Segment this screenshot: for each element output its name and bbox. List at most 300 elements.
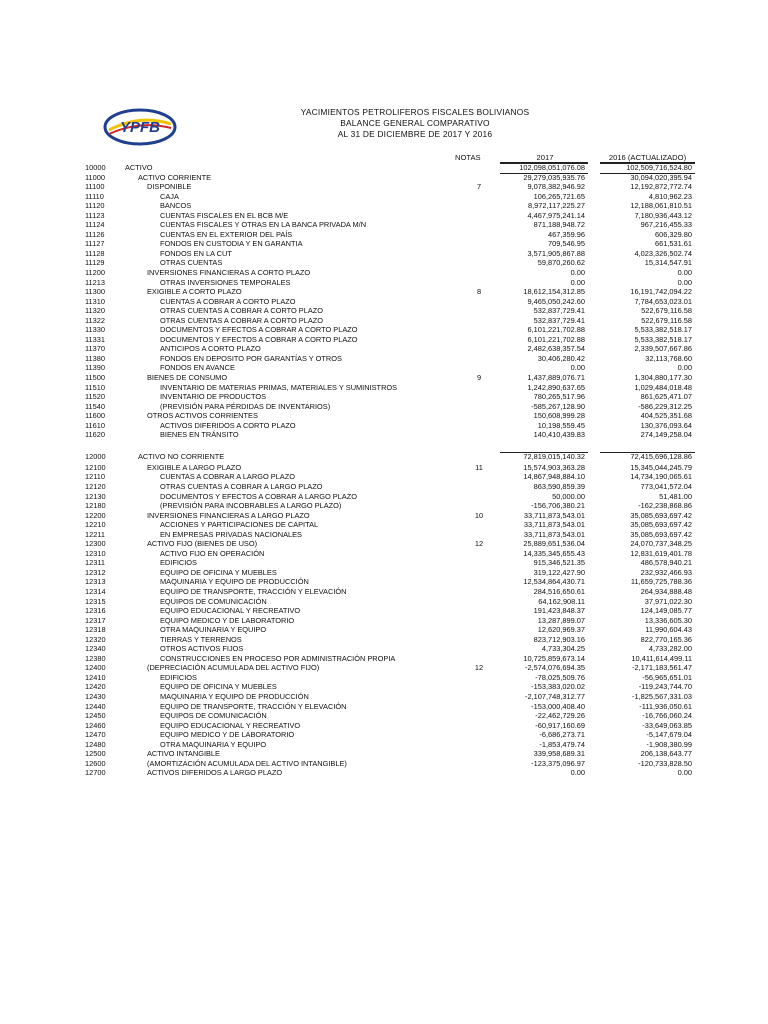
table-row (0, 568, 768, 578)
table-row (0, 192, 768, 202)
value-2017: 6,101,221,702.88 (527, 325, 585, 335)
account-label: BIENES DE CONSUMO (147, 373, 228, 383)
value-2016: 0.00 (677, 277, 692, 287)
account-label: (DEPRECIACIÓN ACUMULADA DEL ACTIVO FIJO) (147, 663, 320, 673)
account-label: BIENES EN TRÁNSITO (160, 430, 239, 440)
value-2017: 59,870,260.62 (537, 258, 585, 268)
value-2016: 10,411,614,499.11 (631, 653, 692, 663)
note-ref: 8 (476, 287, 482, 297)
account-label: ACTIVO NO CORRIENTE (138, 451, 225, 461)
value-2016: 32,113,768.60 (645, 353, 692, 363)
account-label: EQUIPOS DE COMUNICACIÓN (160, 596, 267, 606)
account-label: ACTIVOS DIFERIDOS A LARGO PLAZO (147, 768, 283, 778)
value-2017: -156,706,380.21 (531, 501, 585, 511)
value-2017: 0.00 (570, 277, 585, 287)
account-code: 11600 (85, 411, 106, 421)
account-code: 11510 (85, 382, 106, 392)
account-label: ACTIVO FIJO EN OPERACIÓN (160, 548, 265, 558)
report-header (240, 107, 590, 140)
value-2017: 14,335,345,655.43 (523, 548, 585, 558)
value-2016: 124,149,085.77 (640, 606, 692, 616)
value-2017: 284,516,650.61 (533, 586, 585, 596)
table-row (0, 373, 768, 383)
table-row (0, 682, 768, 692)
account-code: 11620 (85, 430, 106, 440)
account-code: 12320 (85, 634, 106, 644)
account-code: 12380 (85, 653, 106, 663)
table-row (0, 363, 768, 373)
value-2016: -119,243,744.70 (638, 682, 692, 692)
account-code: 12315 (85, 596, 106, 606)
account-label: ANTICIPOS A CORTO PLAZO (160, 344, 261, 354)
value-2016: 661,531.61 (655, 239, 692, 249)
value-2017: 50,000.00 (552, 491, 585, 501)
account-label: INVERSIONES FINANCIERAS A CORTO PLAZO (147, 268, 311, 278)
value-2017: 150,608,999.28 (533, 411, 585, 421)
value-2016: 1,304,880,177.30 (634, 373, 692, 383)
account-label: FONDOS EN LA CUT (160, 248, 232, 258)
value-2016: 35,085,693,697.42 (630, 529, 692, 539)
account-label: EQUIPO MEDICO Y DE LABORATORIO (160, 730, 295, 740)
value-2017: 106,265,721.65 (533, 191, 585, 201)
value-2016: 15,314,547.91 (644, 258, 692, 268)
account-label: ACTIVOS DIFERIDOS A CORTO PLAZO (160, 420, 296, 430)
account-code: 12600 (85, 758, 106, 768)
value-2016: 13,336,605.30 (644, 615, 692, 625)
table-row (0, 616, 768, 626)
account-label: EQUIPOS DE COMUNICACIÓN (160, 711, 267, 721)
value-2017: 29,279,035,935.76 (523, 172, 585, 182)
note-ref: 12 (474, 539, 484, 549)
account-label: CUENTAS A COBRAR A LARGO PLAZO (160, 472, 295, 482)
report-title: BALANCE GENERAL COMPARATIVO (340, 118, 490, 128)
value-2017: 8,972,117,225.27 (528, 201, 585, 211)
account-code: 11128 (85, 248, 105, 258)
value-2016: 11,990,604.43 (645, 625, 692, 635)
table-row (0, 268, 768, 278)
table-row (0, 258, 768, 268)
value-2016: 24,070,737,348.25 (630, 539, 692, 549)
value-2017: 191,423,848.37 (533, 606, 585, 616)
value-2017: 915,346,521.35 (533, 558, 585, 568)
value-2017: 72,819,015,140.32 (523, 451, 585, 461)
account-code: 11380 (85, 353, 106, 363)
account-label: OTROS ACTIVOS CORRIENTES (147, 411, 258, 421)
account-code: 12300 (85, 539, 106, 549)
account-label: CAJA (160, 191, 179, 201)
value-2017: 339,958,689.31 (533, 749, 585, 759)
value-2016: 206,138,643.77 (640, 749, 692, 759)
account-label: CUENTAS EN EL EXTERIOR DEL PAÍS (160, 229, 293, 239)
account-code: 12450 (85, 711, 106, 721)
account-label: CUENTAS FISCALES EN EL BCB M/E (160, 210, 289, 220)
balance-table (0, 163, 768, 778)
value-2016: -120,733,828.50 (638, 758, 692, 768)
account-label: EQUIPO EDUCACIONAL Y RECREATIVO (160, 606, 301, 616)
account-code: 12340 (85, 644, 106, 654)
account-code: 12110 (85, 472, 106, 482)
table-row (0, 759, 768, 769)
table-row (0, 306, 768, 316)
value-2017: 25,889,651,536.04 (523, 539, 585, 549)
account-label: EXIGIBLE A LARGO PLAZO (147, 462, 242, 472)
table-row (0, 402, 768, 412)
value-2017: -22,462,729.26 (535, 711, 585, 721)
table-row (0, 344, 768, 354)
account-code: 12420 (85, 682, 106, 692)
account-label: OTRAS CUENTAS A COBRAR A CORTO PLAZO (160, 306, 324, 316)
value-2016: 522,679,116.58 (641, 306, 692, 316)
logo-text: YPFB (119, 119, 161, 136)
value-2017: 140,410,439.83 (533, 430, 585, 440)
table-row (0, 452, 768, 463)
value-2016: 4,810,962.23 (648, 191, 692, 201)
table-row (0, 721, 768, 731)
table-row (0, 711, 768, 721)
table-row (0, 163, 768, 173)
table-row (0, 430, 768, 440)
account-code: 12100 (85, 462, 106, 472)
value-2016: -16,766,060.24 (642, 711, 692, 721)
account-label: CONSTRUCCIONES EN PROCESO POR ADMINISTRACIÓN PROPIA (160, 653, 396, 663)
table-row (0, 249, 768, 259)
value-2017: 0.00 (570, 268, 585, 278)
account-code: 12400 (85, 663, 106, 673)
account-label: ACTIVO (125, 163, 153, 172)
account-code: 11520 (85, 392, 106, 402)
value-2016: 35,085,693,697.42 (630, 520, 692, 530)
account-code: 12211 (85, 529, 106, 539)
table-row (0, 606, 768, 616)
value-2016: 14,734,190,065.61 (630, 472, 692, 482)
value-2016: -1,825,567,331.03 (632, 691, 692, 701)
value-2016: 0.00 (677, 268, 692, 278)
account-label: DOCUMENTOS Y EFECTOS A COBRAR A CORTO PLAZO (160, 334, 358, 344)
account-label: INVERSIONES FINANCIERAS A LARGO PLAZO (147, 510, 310, 520)
account-code: 10000 (85, 163, 106, 172)
value-2016: 12,192,872,772.74 (630, 182, 692, 192)
account-label: INVENTARIO DE PRODUCTOS (160, 392, 267, 402)
value-2016: 232,932,466.93 (640, 567, 692, 577)
account-code: 11123 (85, 210, 105, 220)
value-2017: 1,242,890,637.65 (527, 382, 585, 392)
table-row (0, 472, 768, 482)
total-rule-2016 (600, 163, 695, 164)
value-2017: 2,482,638,357.54 (527, 344, 585, 354)
value-2017: -2,574,076,694.35 (525, 663, 585, 673)
table-row (0, 635, 768, 645)
total-rule-2017 (500, 452, 588, 453)
table-row (0, 702, 768, 712)
account-label: CUENTAS A COBRAR A CORTO PLAZO (160, 296, 296, 306)
table-row (0, 182, 768, 192)
account-label: EN EMPRESAS PRIVADAS NACIONALES (160, 529, 302, 539)
account-code: 11500 (85, 373, 106, 383)
account-code: 11126 (85, 229, 105, 239)
value-2017: 863,590,859.39 (533, 481, 585, 491)
table-row (0, 749, 768, 759)
account-code: 11390 (85, 363, 106, 373)
account-code: 12480 (85, 739, 106, 749)
account-code: 12310 (85, 548, 106, 558)
account-label: EXIGIBLE A CORTO PLAZO (147, 287, 242, 297)
account-label: CUENTAS FISCALES Y OTRAS EN LA BANCA PRIVADA M/N (160, 220, 367, 230)
value-2017: 10,198,559.45 (537, 420, 585, 430)
table-row (0, 211, 768, 221)
value-2016: 16,191,742,094.22 (630, 287, 692, 297)
value-2016: 2,339,507,667.86 (634, 344, 692, 354)
value-2017: 30,406,280.42 (537, 353, 585, 363)
account-label: OTRA MAQUINARIA Y EQUIPO (160, 739, 267, 749)
table-row (0, 730, 768, 740)
report-date: AL 31 DE DICIEMBRE DE 2017 Y 2016 (337, 129, 493, 139)
value-2017: -153,000,408.40 (531, 701, 585, 711)
value-2017: 467,359.96 (548, 229, 585, 239)
ypfb-logo (103, 108, 177, 146)
account-label: ACTIVO FIJO (BIENES DE USO) (147, 539, 258, 549)
table-row (0, 316, 768, 326)
value-2017: -60,917,160.69 (535, 720, 585, 730)
table-row (0, 663, 768, 673)
account-label: FONDOS EN DEPOSITO POR GARANTÍAS Y OTROS (160, 353, 342, 363)
account-label: EQUIPO DE OFICINA Y MUEBLES (160, 682, 277, 692)
table-row (0, 577, 768, 587)
account-code: 12120 (85, 481, 106, 491)
value-2016: 5,533,382,518.17 (634, 334, 692, 344)
value-2016: -1,908,380.99 (646, 739, 692, 749)
value-2016: 967,216,455.33 (640, 220, 692, 230)
value-2017: 9,465,050,242.60 (527, 296, 585, 306)
value-2016: 773,041,572.04 (640, 481, 692, 491)
note-ref: 7 (476, 182, 482, 192)
account-code: 12470 (85, 730, 106, 740)
account-label: ACCIONES Y PARTICIPACIONES DE CAPITAL (160, 520, 319, 530)
value-2016: 4,023,326,502.74 (634, 248, 692, 258)
account-label: OTRAS CUENTAS A COBRAR A CORTO PLAZO (160, 315, 324, 325)
account-code: 11129 (85, 258, 105, 268)
account-code: 12700 (85, 768, 106, 778)
table-row (0, 239, 768, 249)
value-2016: 12,188,061,810.51 (630, 201, 692, 211)
value-2017: 780,265,517.96 (533, 392, 585, 402)
table-row (0, 558, 768, 568)
account-label: EQUIPO MEDICO Y DE LABORATORIO (160, 615, 295, 625)
table-row (0, 549, 768, 559)
table-row (0, 383, 768, 393)
table-row (0, 673, 768, 683)
total-rule-2017 (500, 163, 588, 164)
account-code: 12316 (85, 606, 106, 616)
value-2016: 522,679,116.58 (641, 315, 692, 325)
table-row (0, 278, 768, 288)
table-row (0, 220, 768, 230)
value-2016: -2,171,183,561.47 (632, 663, 692, 673)
value-2017: 12,620,969.37 (537, 625, 585, 635)
account-label: OTRAS INVERSIONES TEMPORALES (160, 277, 291, 287)
value-2016: 37,971,022.30 (644, 596, 692, 606)
table-row (0, 297, 768, 307)
column-header-2017: 2017 (536, 153, 554, 162)
value-2016: -5,147,679.04 (646, 730, 692, 740)
value-2016: -56,965,651.01 (642, 672, 692, 682)
value-2016: 51,481.00 (659, 491, 692, 501)
account-label: EQUIPO DE OFICINA Y MUEBLES (160, 567, 277, 577)
account-code: 11330 (85, 325, 106, 335)
value-2016: 11,659,725,788.36 (630, 577, 692, 587)
account-code: 12313 (85, 577, 106, 587)
account-code: 12500 (85, 749, 106, 759)
table-row (0, 173, 768, 183)
value-2016: 0.00 (677, 363, 692, 373)
account-code: 12440 (85, 701, 106, 711)
account-label: DOCUMENTOS Y EFECTOS A COBRAR A CORTO PLAZO (160, 325, 358, 335)
account-label: OTRA MAQUINARIA Y EQUIPO (160, 625, 267, 635)
value-2017: 14,867,948,884.10 (523, 472, 585, 482)
account-code: 12317 (85, 615, 106, 625)
table-row (0, 421, 768, 431)
account-label: OTRAS CUENTAS (160, 258, 223, 268)
table-row (0, 625, 768, 635)
table-row (0, 492, 768, 502)
table-row (0, 354, 768, 364)
account-label: EDIFICIOS (160, 558, 197, 568)
table-row (0, 411, 768, 421)
column-header-2016: 2016 (ACTUALIZADO) (608, 153, 687, 162)
account-label: EQUIPO EDUCACIONAL Y RECREATIVO (160, 720, 301, 730)
account-code: 11200 (85, 268, 106, 278)
account-code: 11100 (85, 182, 105, 192)
account-code: 11331 (85, 334, 106, 344)
value-2016: 5,533,382,518.17 (634, 325, 692, 335)
value-2016: 15,345,044,245.79 (630, 462, 692, 472)
account-code: 11124 (85, 220, 105, 230)
account-code: 11000 (85, 172, 106, 182)
value-2016: 4,733,282.00 (648, 644, 692, 654)
table-row (0, 230, 768, 240)
account-label: FONDOS EN AVANCE (160, 363, 235, 373)
account-code: 12430 (85, 691, 106, 701)
total-rule-2016 (600, 452, 695, 453)
account-code: 11120 (85, 201, 105, 211)
value-2017: -585,267,128.90 (531, 401, 585, 411)
value-2017: 33,711,873,543.01 (523, 520, 585, 530)
table-row (0, 530, 768, 540)
value-2016: -111,936,050.61 (639, 701, 692, 711)
account-label: OTRAS CUENTAS A COBRAR A LARGO PLAZO (160, 481, 323, 491)
value-2017: 33,711,873,543.01 (523, 529, 585, 539)
value-2016: 606,329.80 (655, 229, 692, 239)
value-2017: 0.00 (570, 363, 585, 373)
account-label: (AMORTIZACIÓN ACUMULADA DEL ACTIVO INTANGIBLE) (147, 758, 347, 768)
account-code: 12180 (85, 501, 106, 511)
table-row (0, 539, 768, 549)
value-2017: 709,546.95 (548, 239, 585, 249)
value-2016: 72,415,696,128.86 (630, 451, 692, 461)
account-code: 12210 (85, 520, 106, 530)
table-row (0, 201, 768, 211)
account-code: 11540 (85, 401, 106, 411)
account-label: (PREVISIÓN PARA INCOBRABLES A LARGO PLAZO) (160, 501, 342, 511)
account-label: ACTIVO INTANGIBLE (147, 749, 220, 759)
value-2017: 532,837,729.41 (533, 306, 585, 316)
value-2017: 102,098,051,076.08 (519, 163, 585, 172)
value-2016: 404,525,351.68 (640, 411, 692, 421)
account-code: 12312 (85, 567, 106, 577)
account-label: INVENTARIO DE MATERIAS PRIMAS, MATERIALES Y SUMINISTROS (160, 382, 398, 392)
value-2017: 64,162,908.11 (538, 596, 585, 606)
account-code: 12130 (85, 491, 106, 501)
value-2017: 319,122,427.90 (533, 567, 585, 577)
value-2016: 102,509,716,524.80 (626, 163, 692, 172)
value-2016: 264,934,888.48 (640, 586, 692, 596)
account-code: 11300 (85, 287, 106, 297)
table-row (0, 511, 768, 521)
table-row (0, 740, 768, 750)
table-row (0, 587, 768, 597)
note-ref: 9 (476, 373, 482, 383)
note-ref: 10 (474, 510, 484, 520)
value-2016: 861,625,471.07 (640, 392, 692, 402)
value-2016: 486,578,940.21 (640, 558, 692, 568)
account-label: OTROS ACTIVOS FIJOS (160, 644, 244, 654)
account-code: 12314 (85, 586, 106, 596)
table-row (0, 692, 768, 702)
table-row (0, 501, 768, 511)
total-rule-2017 (500, 173, 588, 174)
value-2016: 12,831,619,401.78 (630, 548, 692, 558)
value-2017: -153,383,020.02 (531, 682, 585, 692)
table-row (0, 335, 768, 345)
account-code: 12200 (85, 510, 106, 520)
account-code: 11110 (85, 191, 104, 201)
table-row (0, 644, 768, 654)
value-2017: 10,725,859,673.14 (523, 653, 585, 663)
note-ref: 12 (474, 663, 484, 673)
value-2017: 532,837,729.41 (533, 315, 585, 325)
value-2016: 822,770,165.36 (640, 634, 692, 644)
value-2017: -2,107,748,312.77 (525, 691, 585, 701)
account-label: (PREVISIÓN PARA PÉRDIDAS DE INVENTARIOS) (160, 401, 331, 411)
value-2017: -78,025,509.76 (535, 672, 585, 682)
value-2017: -1,853,479.74 (539, 739, 585, 749)
account-label: MAQUINARIA Y EQUIPO DE PRODUCCIÓN (160, 577, 309, 587)
table-row (0, 325, 768, 335)
table-row (0, 392, 768, 402)
value-2017: 18,612,154,312.85 (523, 287, 585, 297)
value-2017: 13,287,899.07 (537, 615, 585, 625)
account-code: 11370 (85, 344, 106, 354)
account-code: 12410 (85, 672, 106, 682)
table-row (0, 482, 768, 492)
account-label: DOCUMENTOS Y EFECTOS A COBRAR A LARGO PLAZO (160, 491, 358, 501)
account-code: 12000 (85, 451, 106, 461)
table-row (0, 520, 768, 530)
value-2017: -6,686,273.71 (539, 730, 585, 740)
value-2016: 130,376,093.64 (640, 420, 692, 430)
account-code: 12318 (85, 625, 106, 635)
account-code: 11127 (85, 239, 105, 249)
value-2016: 35,085,693,697.42 (630, 510, 692, 520)
account-code: 11322 (85, 315, 106, 325)
value-2016: 7,784,653,023.01 (634, 296, 692, 306)
value-2016: -33,649,063.85 (642, 720, 692, 730)
value-2017: 33,711,873,543.01 (523, 510, 585, 520)
account-label: MAQUINARIA Y EQUIPO DE PRODUCCIÓN (160, 691, 309, 701)
value-2017: 4,467,975,241.14 (527, 210, 585, 220)
account-code: 11213 (85, 277, 106, 287)
account-code: 11320 (85, 306, 106, 316)
account-code: 11310 (85, 296, 106, 306)
